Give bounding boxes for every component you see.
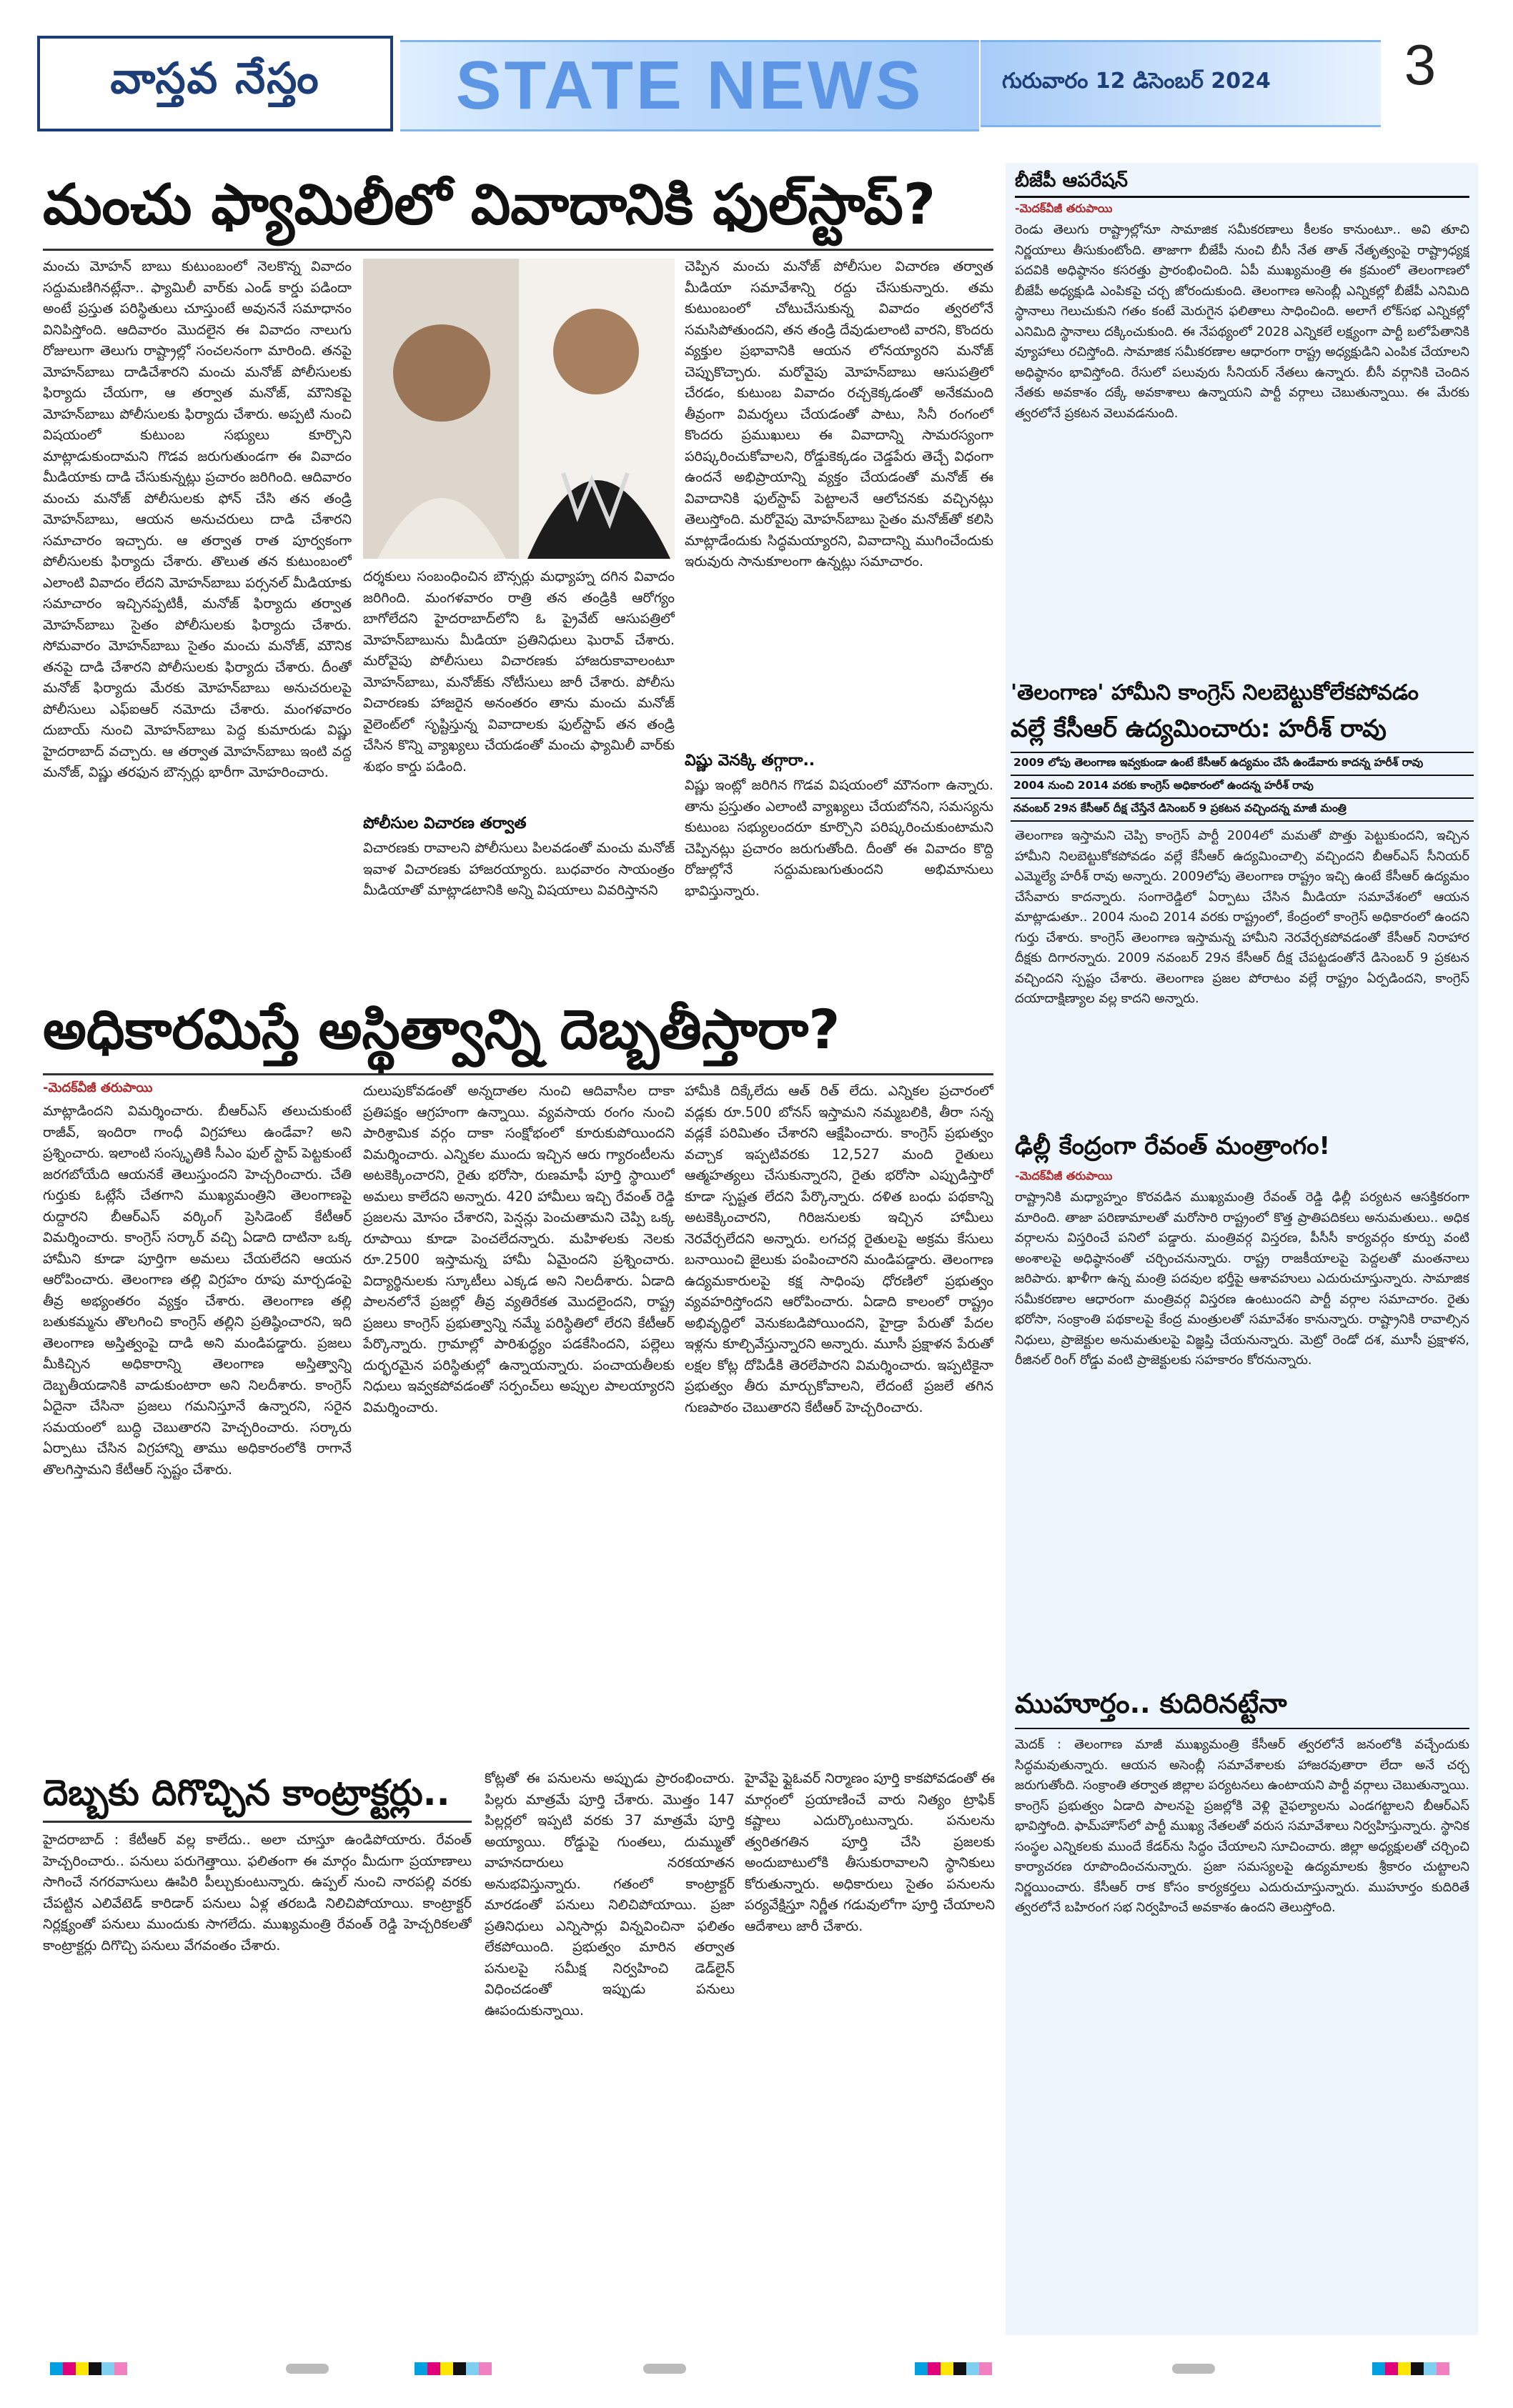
sidebar-a2-sub1: 2009 లోపు తెలంగాణ ఇవ్వకుండా ఉంటే కేసీఆర్ ఉద్యమం చేసే ఉండేవారు కాదన్న హరీశ్ రావు	[1013, 756, 1424, 769]
story1-col2: దర్శకులు సంబంధించిన బౌన్సర్లు మధ్యాహ్న దగిన వివాదం జరిగింది. మంగళవారం రాత్రి తన తండ్రికి ఆరోగ్యం బాగోలేదని హైదరాబాద్‌లోని ఓ ప్రైవేట్ ఆసుపత్రిలో మోహన్‌బాబును మీడియా ప్రతినిధులు ఘెరావ్ చేశారు. మరోవైపు పోలీసులు విచారణకు హాజరుకావాలంటూ మోహన్‌బాబు, మనోజ్‌కు నోటీసులు జారీ చేశారు. పోలీసు విచారణకు హాజరైన అనంతరం తాను మంచు మనోజ్ వైలెంట్‌లో సృష్టిస్తున్న వివాదాలకు ఫుల్‌స్టాప్ తన తండ్రి చేసిన కొన్ని వ్యాఖ్యలు చేయడంతో మంచు ఫ్యామిలీ వార్‌కు శుభం కార్డు పడింది.	[363, 568, 675, 775]
story2-col1: మాట్లాడిందని విమర్శించారు. బీఆర్ఎస్ తలుచుకుంటే రాజీవ్, ఇందిరా గాంధీ విగ్రహాలు ఉండేవా? అని ప్రశ్నించారు. ఇలాంటి సంస్కృతికి సీఎం ఫుల్ స్టాప్ పెట్టకుంటే జరగబోయేది ఆయనకే తెలుస్తుందని హెచ్చరించారు. చేతి గుర్తుకు ఓట్లేసే చేతగాని ముఖ్యమంత్రిని తెలంగాణపై రుద్దారని బీఆర్ఎస్ వర్కింగ్ ప్రెసిడెంట్ కేటీఆర్ విమర్శించారు. కాంగ్రెస్ సర్కార్ వచ్చి ఏడాది దాటినా ఒక్క హామీని కూడా పూర్తిగా అమలు చేయలేదని ఆయన ఆరోపించారు. తెలంగాణ తల్లి విగ్రహం రూపు మార్చడంపై తీవ్ర అభ్యంతరం వ్యక్తం చేశారు. తెలంగాణ తల్లి బతుకమ్మను తొలగించి కాంగ్రెస్ తల్లిని ప్రతిష్ఠించారని, ఇది తెలంగాణ అస్తిత్వంపై దాడి అని మండిపడ్డారు. ప్రజలు మీకిచ్చిన అధికారాన్ని తెలంగాణ అస్తిత్వాన్ని దెబ్బతీయడానికి వాడుకుంటారా అని నిలదీశారు. కాంగ్రెస్ ఏదైనా చేసినా ప్రజలు గమనిస్తూనే ఉన్నారని, సరైన సమయంలో బుద్ధి చెబుతారని హెచ్చరించారు. సర్కారు ఏర్పాటు చేసిన విగ్రహాన్ని తాము అధికారంలోకి రాగానే తొలగిస్తామని కేటీఆర్ స్పష్టం చేశారు.	[43, 1103, 352, 1478]
portraits-image	[363, 259, 675, 559]
story3-rule	[43, 1821, 472, 1823]
sidebar-a2-sub3: నవంబర్ 29న కేసీఆర్ దీక్ష చేస్తేనే డిసెంబర్ 9 ప్రకటన వచ్చిందన్న మాజీ మంత్రి	[1013, 802, 1346, 815]
story2-col3: హామీకి దిక్కేలేదు ఆత్ రిత్ లేదు. ఎన్నికల ప్రచారంలో వడ్లకు రూ.500 బోనస్ ఇస్తామని నమ్మబలికి, తీరా సన్న వడ్లకే పరిమితం చేశారని ఆక్షేపించారు. కాంగ్రెస్ ప్రభుత్వం వచ్చాక ఇప్పటివరకు 12,527 మంది రైతులు ఆత్మహత్యలు చేసుకున్నారని, రైతు భరోసా ఎప్పుడిస్తారో కూడా స్పష్టత లేదని పేర్కొన్నారు. దళిత బంధు పథకాన్ని అటకెక్కించారని, గిరిజనులకు ఇచ్చిన హామీలు నెరవేర్చలేదని అన్నారు. లగచర్ల రైతులపై అక్రమ కేసులు బనాయించి జైలుకు పంపించారని మండిపడ్డారు. తెలంగాణ ఉద్యమకారులపై కక్ష సాధింపు ధోరణిలో ప్రభుత్వం వ్యవహరిస్తోందని ఆరోపించారు. ఏడాది కాలంలో రాష్ట్రం అభివృద్ధిలో వెనుకబడిపోయిందని, హైడ్రా పేరుతో పేదల ఇళ్లను కూల్చివేస్తున్నారని అన్నారు. మూసీ ప్రక్షాళన పేరుతో లక్షల కోట్ల దోపిడీకి తెరలేపారని విమర్శించారు. ఇప్పటికైనా ప్రభుత్వం తీరు మార్చుకోవాలని, లేదంటే ప్రజలే తగిన గుణపాఠం చెబుతారని కేటీఆర్ హెచ్చరించారు.	[685, 1083, 993, 1416]
masthead-logo	[37, 36, 393, 131]
story2-rule	[43, 1073, 993, 1075]
story1-subhead-2: విష్ణు వెనక్కి తగ్గారా..	[685, 752, 815, 770]
sidebar-a4-headline: ముహూర్తం.. కుదిరినట్టేనా	[1015, 1688, 1287, 1719]
sidebar-a2-rule3	[1011, 797, 1474, 799]
sidebar-a1-rule	[1015, 196, 1469, 198]
story3-headline: దెబ్బకు దిగొచ్చిన కాంట్రాక్టర్లు..	[43, 1772, 450, 1814]
sidebar-a4-text: మెదక్ : తెలంగాణ మాజీ ముఖ్యమంత్రి కేసీఆర్ త్వరలోనే జనంలోకి వచ్చేందుకు సిద్ధమవుతున్నారు. ఆయన అసెంబ్లీ సమావేశాలకు హాజరవుతారా లేదా అనే చర్చ జరుగుతోంది. సంక్రాంతి తర్వాత జిల్లాల పర్యటనలు ఉంటాయని పార్టీ వర్గాలు చెబుతున్నాయి. కాంగ్రెస్ ప్రభుత్వం ఏడాది పాలనపై ప్రజల్లోకి వెళ్లి వైఫల్యాలను ఎండగట్టాలని బీఆర్ఎస్ భావిస్తోంది. ఫామ్‌హౌస్‌లో పార్టీ ముఖ్య నేతలతో వరుస సమావేశాలు నిర్వహిస్తున్నారు. స్థానిక సంస్థల ఎన్నికలకు ముందే కేడర్‌ను సిద్ధం చేయాలని సూచించారు. జిల్లా అధ్యక్షులతో చర్చించి కార్యాచరణ రూపొందించనున్నారు. ప్రజా సమస్యలపై ఉద్యమాలకు శ్రీకారం చుట్టాలని నిర్ణయించారు. కేసీఆర్ రాక కోసం కార్యకర్తలు ఎదురుచూస్తున్నారు. ముహూర్తం కుదిరితే త్వరలోనే బహిరంగ సభ నిర్వహించే అవకాశం ఉందని తెలుస్తోంది.	[1015, 1737, 1469, 1915]
story3-col2: కోట్లతో ఈ పనులను అప్పుడు ప్రారంభించారు. పిల్లరు మాత్రమే పూర్తి చేశారు. మొత్తం 147 పిల్లర్లలో ఇప్పటి వరకు 37 మాత్రమే పూర్తి అయ్యాయి. రోడ్డుపై గుంతలు, దుమ్ముతో వాహనదారులు నరకయాతన అనుభవిస్తున్నారు. గతంలో కాంట్రాక్టర్ మారడంతో పనులు నిలిచిపోయాయి. ప్రజా ప్రతినిధులు ఎన్నిసార్లు విన్నవించినా ఫలితం లేకపోయింది. ప్రభుత్వం మారిన తర్వాత పనులపై సమీక్ష నిర్వహించి డెడ్‌లైన్ విధించడంతో ఇప్పుడు పనులు ఊపందుకున్నాయి.	[485, 1770, 735, 2019]
sidebar-a3-byline: -మెదక్‌వీజీ తరుపాయి	[1015, 1169, 1113, 1183]
printer-marks	[0, 2355, 1513, 2384]
issue-date: గురువారం 12 డిసెంబర్ 2024	[1002, 69, 1271, 94]
sidebar-a2-sub2: 2004 నుంచి 2014 వరకు కాంగ్రెస్ అధికారంలో ఉందన్న హరీశ్ రావు	[1013, 779, 1314, 792]
sidebar-a3-text: రాష్ట్రానికి మధ్యాహ్నం కొరవడిన ముఖ్యమంత్రి రేవంత్ రెడ్డి ఢిల్లీ పర్యటన ఆసక్తికరంగా మారింది. తాజా పరిణామాలతో మరోసారి రాష్ట్రంలో కొత్త ప్రాతిపదికలు అనుమతులు.. అధిక వర్గాలను విస్తరించే పనిలో పడ్డారు. మంత్రివర్గ విస్తరణ, పీసీసీ కార్యవర్గం కూర్పు వంటి అంశాలపై అధిష్ఠానంతో చర్చించనున్నారు. రాష్ట్ర రాజకీయాలపై పెద్దలతో మంతనాలు జరిపారు. ఖాళీగా ఉన్న మంత్రి పదవుల భర్తీపై ఆశావహులు ఎదురుచూస్తున్నారు. సామాజిక సమీకరణాల ఆధారంగా మంత్రివర్గ విస్తరణ ఉంటుందని పార్టీ వర్గాల సమాచారం. రైతు భరోసా, సంక్రాంతి పథకాలపై కేంద్ర మంత్రులతో సమావేశం కానున్నారు. రాష్ట్రానికి రావాల్సిన నిధులు, ప్రాజెక్టుల అనుమతులపై విజ్ఞప్తి చేయనున్నారు. మెట్రో రెండో దశ, మూసీ ప్రక్షాళన, రీజినల్ రింగ్ రోడ్డు వంటి ప్రాజెక్టులకు సహకారం కోరనున్నారు.	[1015, 1190, 1469, 1368]
sidebar-a2-headline: వల్లే కేసీఆర్ ఉద్యమించారు: హరీశ్ రావు	[1011, 715, 1386, 743]
date-band	[981, 40, 1381, 127]
story1-headline: మంచు ఫ్యామిలీలో వివాదానికి ఫుల్‌స్టాప్?	[43, 173, 936, 237]
sidebar-a2-kicker: 'తెలంగాణ' హామీని కాంగ్రెస్ నిలబెట్టుకోలేకపోవడం	[1011, 680, 1419, 705]
story2-col2: దులుపుకోవడంతో అన్నదాతల నుంచి ఆదివాసీల దాకా ప్రతిపక్షం ఆగ్రహంగా ఉన్నాయి. వ్యవసాయ రంగం నుంచి పారిశ్రామిక వర్గం దాకా సంక్షోభంలో కూరుకుపోయిందని విమర్శించారు. ఎన్నికల ముందు ఇచ్చిన ఆరు గ్యారంటీలను అటకెక్కించారని, రైతు భరోసా, రుణమాఫీ పూర్తి స్థాయిలో అమలు కాలేదని అన్నారు. 420 హామీలు ఇచ్చి రేవంత్ రెడ్డి ప్రజలను మోసం చేశారని, పెన్షన్లు పెంచుతామని చెప్పి ఒక్క రూపాయి కూడా పెంచలేదన్నారు. మహిళలకు నెలకు రూ.2500 ఇస్తామన్న హామీ ఏమైందని ప్రశ్నించారు. విద్యార్థినులకు స్కూటీలు ఎక్కడ అని నిలదీశారు. ఏడాది పాలనలోనే ప్రజల్లో తీవ్ర వ్యతిరేకత మొదలైందని, రాష్ట్ర ప్రజలు కాంగ్రెస్ ప్రభుత్వాన్ని నమ్మే పరిస్థితిలో లేరని కేటీఆర్ పేర్కొన్నారు. గ్రామాల్లో పారిశుద్ధ్యం పడకేసిందని, పల్లెలు దుర్భరమైన పరిస్థితుల్లో ఉన్నాయన్నారు. పంచాయతీలకు నిధులు ఇవ్వకపోవడంతో సర్పంచ్‌లు అప్పుల పాలయ్యారని విమర్శించారు.	[363, 1083, 675, 1416]
story1-photo	[363, 259, 675, 559]
story2-byline: -మెదక్‌వీజీ తరుపాయి	[43, 1080, 153, 1095]
sidebar-a4-rule	[1015, 1728, 1469, 1729]
sidebar-a1-byline: -మెదక్‌వీజీ తరుపాయి	[1015, 202, 1113, 215]
sidebar-a2-rule2	[1011, 775, 1474, 776]
sidebar-a2-text: తెలంగాణ ఇస్తామని చెప్పి కాంగ్రెస్ పార్టీ 2004లో మమతో పొత్తు పెట్టుకుందని, ఇచ్చిన హామీని నిలబెట్టుకోకపోవడం వల్లే కేసీఆర్ ఉద్యమించాల్సి వచ్చిందని బీఆర్ఎస్ సీనియర్ ఎమ్మెల్యే హరీశ్ రావు అన్నారు. 2009లోపు తెలంగాణ రాష్ట్రం ఇచ్చి ఉంటే కేసీఆర్ ఉద్యమం చేసేవారు కాదన్నారు. సంగారెడ్డిలో ఏర్పాటు చేసిన మీడియా సమావేశంలో ఆయన మాట్లాడుతూ.. 2004 నుంచి 2014 వరకు రాష్ట్రంలో, కేంద్రంలో కాంగ్రెస్ అధికారంలో ఉందని గుర్తు చేశారు. కాంగ్రెస్ తెలంగాణ ఇస్తామన్న హామీని నెరవేర్చకపోవడంతో కేసీఆర్ నిరాహార దీక్షకు దిగారన్నారు. 2009 నవంబర్ 29న కేసీఆర్ దీక్ష చేపట్టడంతోనే డిసెంబర్ 9 ప్రకటన వచ్చిందని స్పష్టం చేశారు. తెలంగాణ ప్రజల పోరాటం వల్లే రాష్ట్రం ఏర్పడిందని, కాంగ్రెస్ దయాదాక్షిణ్యాల వల్ల కాదని అన్నారు.	[1015, 828, 1469, 1006]
section-band	[400, 40, 979, 131]
story3-col1: హైదరాబాద్ : కేటీఆర్ వల్ల కాలేదు.. అలా చూస్తూ ఉండిపోయారు. రేవంత్ హెచ్చరించారు.. పనులు పరుగెత్తాయి. ఫలితంగా ఈ మార్గం మీదుగా ప్రయాణాలు సాగించే నగరవాసులు ఊపిరి పీల్చుకుంటున్నారు. ఉప్పల్‌ నుంచి నారపల్లి వరకు చేపట్టిన ఎలివేటెడ్ కారిడార్ పనులు ఏళ్ల తరబడి నిలిచిపోయాయి. కాంట్రాక్టర్ నిర్లక్ష్యంతో పనులు ముందుకు సాగలేదు. ముఖ్యమంత్రి రేవంత్ రెడ్డి హెచ్చరికలతో కాంట్రాక్టర్లు దిగొచ్చి పనులు వేగవంతం చేశారు.	[43, 1831, 472, 1954]
story2-headline: అధికారమిస్తే అస్థిత్వాన్ని దెబ్బతీస్తారా?	[43, 997, 840, 1061]
story1-subhead-1: పోలీసుల విచారణ తర్వాత	[363, 815, 527, 832]
story1-col2b: విచారణకు రావాలని పోలీసులు పిలవడంతో మంచు మనోజ్ ఇవాళ విచారణకు హాజరయ్యారు. బుధవారం సాయంత్రం మీడియాతో మాట్లాడటానికి అన్ని విషయాలు వివరిస్తానని	[363, 840, 675, 898]
logo-text: వాస్తవ నేస్తం	[110, 54, 320, 104]
sidebar-a2-rule4	[1011, 820, 1474, 822]
color-bars-icon	[0, 2355, 1513, 2384]
sidebar-a1-text: రెండు తెలుగు రాష్ట్రాల్లోనూ సామాజిక సమీకరణాలు కీలకం కానుంటూ.. అవి తూచి నిర్ణయాలు తీసుకుంటోంది. తాజాగా బీజేపీ నుంచి బీసీ నేత తాత్ నేతృత్వంపై రాష్ట్రాధ్యక్ష పదవికి అధిష్ఠానం కసరత్తు ప్రారంభించింది. ఏపీ ముఖ్యమంత్రి ఈ క్రమంలో తెలంగాణలో బీజేపీ అధ్యక్షుడి ఎంపికపై చర్చ జోరందుకుంది. తెలంగాణ అసెంబ్లీ ఎన్నికల్లో బీజేపీ ఎనిమిది స్థానాలు గెలుచుకుని గతం కంటే మెరుగైన ఫలితాలు సాధించింది. అలాగే లోక్‌సభ ఎన్నికల్లో ఎనిమిది స్థానాలు దక్కించుకుంది. ఈ నేపథ్యంలో 2028 ఎన్నికలే లక్ష్యంగా పార్టీ బలోపేతానికి వ్యూహాలు రచిస్తోంది. సామాజిక సమీకరణాల ఆధారంగా రాష్ట్ర అధ్యక్షుడిని ఎంపిక చేయాలని అధిష్ఠానం భావిస్తోంది. రేసులో పలువురు సీనియర్ నేతలు ఉన్నారు. బీసీ వర్గానికి చెందిన నేతకు అవకాశం దక్కే అవకాశాలు ఉన్నాయని పార్టీ వర్గాలు చెబుతున్నాయి. ఈ మేరకు త్వరలోనే ప్రకటన వెలువడనుంది.	[1015, 222, 1469, 421]
sidebar-a1-title: బీజేపీ ఆపరేషన్	[1015, 170, 1128, 191]
sidebar-a3-headline: ఢిల్లీ కేంద్రంగా రేవంత్ మంత్రాంగం!	[1015, 1132, 1330, 1160]
story1-col1: మంచు మోహన్ బాబు కుటుంబంలో నెలకొన్న వివాదం సద్దుమణిగినట్లేనా.. ఫ్యామిలీ వార్‌కు ఎండ్ కార్డు పడిందా అంటే ప్రస్తుత పరిస్థితులు చూస్తుంటే అవుననే సమాధానం వినిపిస్తోంది. ఆదివారం మొదలైన ఈ వివాదం నాలుగు రోజులుగా తెలుగు రాష్ట్రాల్లో సంచలనంగా మారింది. తనపై మోహన్‌బాబు దాడిచేశారని మంచు మనోజ్ పోలీసులకు ఫిర్యాదు చేయగా, ఆ తర్వాత మనోజ్, మౌనికపై మోహన్‌బాబు పోలీసులకు ఫిర్యాదు చేశారు. అప్పటి నుంచి విషయంలో కుటుంబ సభ్యులు కూర్చొని మాట్లాడుకుందామని గొడవ జరుగుతుండగా ఈ వివాదం మీడియాకు దాడి చేసుకున్నట్లు ప్రచారం జరిగింది. ఆదివారం మంచు మనోజ్ పోలీసులకు ఫోన్ చేసి తన తండ్రి మోహన్‌బాబు, ఆయన అనుచరులు దాడి చేశారని సమాచారం ఇచ్చారు. ఆ తర్వాత రాత పూర్వకంగా పోలీసులకు ఫిర్యాదు చేశారు. తొలుత తన కుటుంబంలో ఎలాంటి వివాదం లేదని మోహన్‌బాబు పర్సనల్ మీడియాకు సమాచారం ఇచ్చినప్పటికీ, మనోజ్ ఫిర్యాదు తర్వాత మోహన్‌బాబు సైతం పోలీసులకు ఫిర్యాదు చేశారు. సోమవారం మోహన్‌బాబు సైతం మంచు మనోజ్, మౌనిక తనపై దాడి చేశారని పోలీసులకు ఫిర్యాదు చేశారు. దీంతో మనోజ్ ఫిర్యాదు మేరకు మోహన్‌బాబు అనుచరులపై పోలీసులు ఎఫ్‌ఐఆర్ నమోదు చేశారు. మంగళవారం దుబాయ్ నుంచి మోహన్‌బాబు పెద్ద కుమారుడు విష్ణు హైదరాబాద్ వచ్చారు. ఆ తర్వాత మోహన్‌బాబు ఇంటి వద్ద మనోజ్, విష్ణు తరఫున బౌన్సర్లు భారీగా మోహరించారు.	[43, 258, 352, 780]
section-title: STATE NEWS	[455, 47, 924, 124]
story1-rule	[43, 249, 993, 251]
page-number: 3	[1404, 33, 1437, 96]
story1-col3: చెప్పిన మంచు మనోజ్ పోలీసుల విచారణ తర్వాత మీడియా సమావేశాన్ని రద్దు చేసుకున్నారు. తమ కుటుంబంలో చోటుచేసుకున్న వివాదం త్వరలోనే సమసిపోతుందని, తన తండ్రి దేవుడులాంటి వారని, కొందరు వ్యక్తుల ప్రభావానికి ఆయన లోనయ్యారని మనోజ్ చెప్పుకొచ్చారు. మరోవైపు మోహన్‌బాబు ఆసుపత్రిలో చేరడం, కుటుంబ వివాదం రచ్చకెక్కడంతో అనేకమంది తీవ్రంగా విమర్శలు చేయడంతో పాటు, సినీ రంగంలో కొందరు ప్రముఖులు ఈ వివాదాన్ని సామరస్యంగా పరిష్కరించుకోవాలని, రోడ్డుకెక్కడం చెడ్డపేరు తెచ్చే విధంగా ఉందనే అభిప్రాయాన్ని వ్యక్తం చేయడంతో మనోజ్ ఈ వివాదానికి ఫుల్‌స్టాప్ పెట్టాలనే ఆలోచనకు వచ్చినట్లు తెలుస్తోంది. మరోవైపు మోహన్‌బాబు సైతం మనోజ్‌తో కలిసి మాట్లాడేందుకు సిద్ధమయ్యారని, వివాదాన్ని ముగించేందుకు ఇరువురు సానుకూలంగా ఉన్నట్లు సమాచారం.	[685, 258, 993, 569]
story3-col3: హైవేపై ఫ్లైఓవర్ నిర్మాణం పూర్తి కాకపోవడంతో ఈ మార్గంలో ప్రయాణించే వారు నిత్యం ట్రాఫిక్ కష్టాలు ఎదుర్కొంటున్నారు. పనులను త్వరితగతిన పూర్తి చేసి ప్రజలకు అందుబాటులోకి తీసుకురావాలని స్థానికులు కోరుతున్నారు. అధికారులు సైతం పనులను పర్యవేక్షిస్తూ నిర్ణీత గడువులోగా పూర్తి చేయాలని ఆదేశాలు జారీ చేశారు.	[745, 1770, 995, 1934]
story1-col3b: విష్ణు ఇంట్లో జరిగిన గొడవ విషయంలో మౌనంగా ఉన్నారు. తాను ప్రస్తుతం ఎలాంటి వ్యాఖ్యలు చేయబోనని, సమస్యను కుటుంబ సభ్యులందరూ కూర్చొని పరిష్కరించుకుంటామని చెప్పినట్లు ప్రచారం జరుగుతోంది. దీంతో ఈ వివాదం కొద్ది రోజుల్లోనే సద్దుమణుగుతుందని అభిమానులు భావిస్తున్నారు.	[685, 777, 993, 899]
sidebar-a2-rule1	[1011, 752, 1474, 753]
